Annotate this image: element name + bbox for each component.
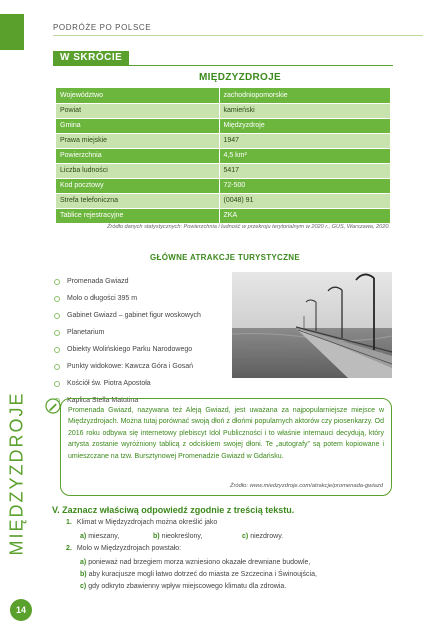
bullet-icon bbox=[54, 347, 60, 353]
row-label: Liczba ludności bbox=[56, 163, 219, 178]
table-row bbox=[56, 103, 390, 118]
section-divider bbox=[53, 65, 393, 66]
facts-title: MIĘDZYZDROJE bbox=[199, 72, 281, 83]
row-label: Powiat bbox=[56, 103, 219, 118]
info-box bbox=[60, 398, 392, 496]
list-item bbox=[54, 375, 201, 392]
option-letter: b) bbox=[80, 571, 87, 578]
option-text: mieszany, bbox=[88, 533, 120, 540]
table-row bbox=[56, 118, 390, 133]
option-text: aby kuracjusze mogli łatwo dotrzeć do miasta ze Szczecina i Świnoujścia, bbox=[88, 571, 317, 578]
option-text: ponieważ nad brzegiem morza wzniesiono okazałe drewniane budowle, bbox=[88, 559, 311, 566]
question-text: Molo w Międzyzdrojach powstało: bbox=[76, 545, 182, 552]
bullet-icon bbox=[54, 364, 60, 370]
row-value: ZKA bbox=[219, 208, 390, 223]
list-item-label: Obiekty Wolińskiego Parku Narodowego bbox=[67, 346, 193, 353]
list-item bbox=[54, 358, 201, 375]
row-label: Powierzchnia bbox=[56, 148, 219, 163]
question-text: Klimat w Międzyzdrojach można określić jako bbox=[76, 519, 218, 526]
list-item bbox=[54, 307, 201, 324]
top-accent-bar bbox=[0, 14, 24, 50]
info-pencil-icon bbox=[45, 398, 61, 414]
row-value: kamieński bbox=[219, 103, 390, 118]
table-row bbox=[56, 148, 390, 163]
row-value: Międzyzdroje bbox=[219, 118, 390, 133]
option-letter: c) bbox=[242, 533, 249, 540]
answer-option[interactable] bbox=[80, 571, 317, 578]
row-label: Województwo bbox=[56, 88, 219, 103]
running-header: PODRÓŻE PO POLSCE bbox=[53, 23, 152, 32]
list-item bbox=[54, 290, 201, 307]
question-number: 1. bbox=[66, 519, 72, 526]
row-value: (0048) 91 bbox=[219, 193, 390, 208]
list-item-label: Kościół św. Piotra Apostoła bbox=[67, 380, 151, 387]
section-tag: W SKRÓCIE bbox=[53, 51, 129, 65]
attractions-title: GŁÓWNE ATRAKCJE TURYSTYCZNE bbox=[149, 253, 301, 262]
table-row bbox=[56, 163, 390, 178]
table-row bbox=[56, 88, 390, 103]
list-item-label: Planetarium bbox=[67, 329, 105, 336]
option-text: niezdrowy. bbox=[250, 533, 284, 540]
answer-option[interactable] bbox=[80, 533, 119, 540]
facts-table bbox=[56, 88, 390, 224]
option-letter: b) bbox=[153, 533, 160, 540]
vertical-side-title: MIĘDZYZDROJE bbox=[6, 391, 27, 556]
row-value: zachodniopomorskie bbox=[219, 88, 390, 103]
row-label: Gmina bbox=[56, 118, 219, 133]
table-row bbox=[56, 193, 390, 208]
table-row bbox=[56, 133, 390, 148]
page-number: 14 bbox=[10, 599, 32, 621]
list-item-label: Molo o długości 395 m bbox=[67, 295, 138, 302]
list-item-label: Kaplica Stella Matutina bbox=[67, 397, 139, 404]
option-text: gdy odkryto zbawienny wpływ miejscowego klimatu dla zdrowia. bbox=[88, 583, 287, 590]
header-divider bbox=[53, 35, 423, 36]
answer-option[interactable] bbox=[242, 533, 283, 540]
question-number: 2. bbox=[66, 545, 72, 552]
row-value: 4,5 km² bbox=[219, 148, 390, 163]
bullet-icon bbox=[54, 313, 60, 319]
bullet-icon bbox=[54, 330, 60, 336]
list-item bbox=[54, 324, 201, 341]
pier-photo bbox=[232, 272, 392, 378]
row-label: Strefa telefoniczna bbox=[56, 193, 219, 208]
list-item-label: Punkty widokowe: Kawcza Góra i Gosań bbox=[67, 363, 194, 370]
table-row bbox=[56, 208, 390, 223]
list-item bbox=[54, 341, 201, 358]
answer-option[interactable] bbox=[153, 533, 202, 540]
answer-option[interactable] bbox=[80, 583, 286, 590]
row-value: 5417 bbox=[219, 163, 390, 178]
row-label: Kod pocztowy bbox=[56, 178, 219, 193]
answer-option[interactable] bbox=[80, 559, 310, 566]
list-item-label: Promenada Gwiazd bbox=[67, 278, 129, 285]
option-text: nieokreślony, bbox=[161, 533, 203, 540]
row-value: 72-500 bbox=[219, 178, 390, 193]
bullet-icon bbox=[54, 381, 60, 387]
option-letter: c) bbox=[80, 583, 87, 590]
row-value: 1947 bbox=[219, 133, 390, 148]
list-item-label: Gabinet Gwiazd – gabinet figur woskowych bbox=[67, 312, 201, 319]
question-1 bbox=[66, 519, 217, 526]
bullet-icon bbox=[54, 279, 60, 285]
option-letter: a) bbox=[80, 533, 87, 540]
task-title: V. Zaznacz właściwą odpowiedź zgodnie z treścią tekstu. bbox=[52, 505, 295, 515]
bullet-icon bbox=[54, 296, 60, 302]
table-row bbox=[56, 178, 390, 193]
attractions-list bbox=[54, 273, 201, 409]
row-label: Tablice rejestracyjne bbox=[56, 208, 219, 223]
list-item bbox=[54, 273, 201, 290]
option-letter: a) bbox=[80, 559, 87, 566]
info-text: Promenada Gwiazd, nazywana też Aleją Gwiazd, jest uważana za najpopularniejsze miejsce w Międzyzdrojach. Można tutaj porównać swoją dłoń z dłońmi popularnych aktorów czy piosenkarzy. Od 2016 roku odbywa się internetowy plebiscyt Idol Publiczności i to właśnie internauci decydują, który artysta zostanie wyróżniony tablicą z odciskiem swojej dłoni. Te „autografy” są potem kopiowane i umieszczane na tzw. Bursztynowej Promenadzie Gwiazd w Gdańsku. bbox=[68, 407, 384, 460]
statistics-source: Źródło danych statystycznych: Powierzchnia i ludność w przekroju terytorialnym w 2020 r., GUS, Warszawa, 2020. bbox=[107, 224, 390, 230]
info-source: Źródło: www.miedzyzdroje.com/atrakcje/promenada-gwiazd bbox=[229, 483, 383, 489]
question-2 bbox=[66, 545, 181, 552]
row-label: Prawa miejskie bbox=[56, 133, 219, 148]
